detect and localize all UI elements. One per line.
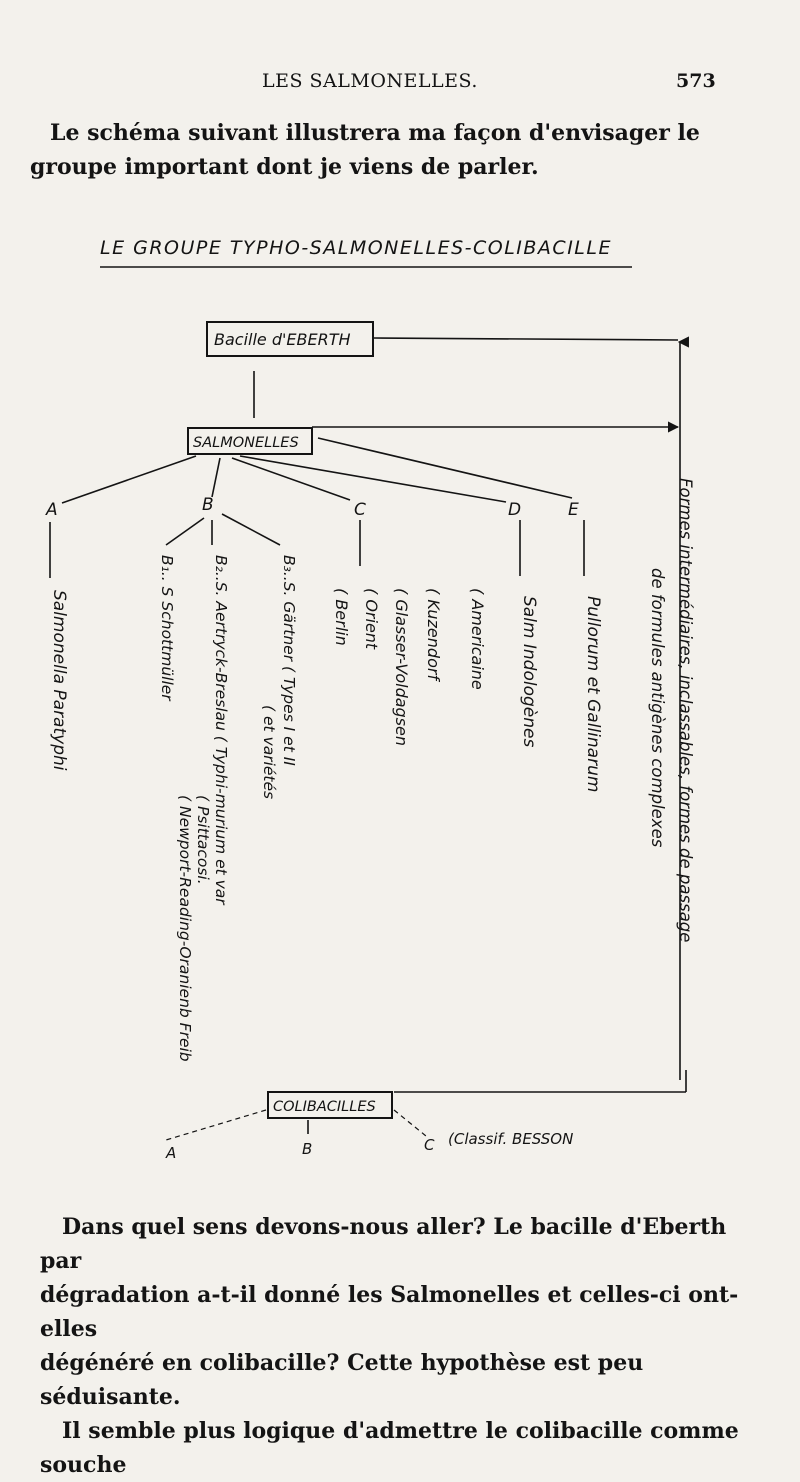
branch-A-letter: A (46, 500, 58, 520)
eberth-label: Bacille d'EBERTH (214, 330, 351, 349)
coli-besson-note: (Classif. BESSON (448, 1130, 574, 1148)
label-c-glasser: ( Glasser-Voldagsen (392, 588, 411, 746)
label-b3-varietes: ( et variétés (260, 705, 278, 800)
intro-paragraph: Le schéma suivant illustrera ma façon d'envisager le groupe important dont je viens de parler. (30, 120, 700, 180)
B3-line (222, 514, 280, 545)
branch-line-A (62, 456, 196, 503)
label-d-indologenes: Salm Indologènes (519, 596, 539, 748)
page-number: 573 (676, 70, 716, 92)
body-line: dégradation a-t-il donné les Salmonelles et celles-ci ont-elles (40, 1282, 739, 1342)
label-b1-schottmuller: B₁.. S Schottmüller (158, 555, 176, 701)
label-c-kuzendorf: ( Kuzendorf (424, 588, 443, 681)
coli-A-letter: A (166, 1144, 177, 1162)
coli-A-dashed (166, 1110, 266, 1140)
branch-line-B (212, 458, 220, 497)
label-side-formes: Formes intermédiaires, inclassables, formes de passage (676, 478, 695, 943)
label-e-pullorum: Pullorum et Gallinarum (583, 596, 603, 793)
colibacilles-label: COLIBACILLES (273, 1099, 376, 1115)
label-b2-newport: ( Newport-Reading-Oranienb Freib (176, 795, 194, 1062)
coli-B-letter: B (302, 1140, 313, 1158)
branch-C-letter: C (354, 500, 366, 520)
label-b3-gartner: B₃..S. Gärtner ( Types I et II (280, 555, 298, 766)
running-title: LES SALMONELLES. (262, 70, 478, 92)
branch-line-D (240, 456, 506, 502)
label-b2-psittacosi: ( Psittacosi. (194, 795, 212, 885)
branch-B-letter: B (202, 495, 214, 515)
branch-line-E (318, 438, 572, 498)
body-line: Il semble plus logique d'admettre le colibacille comme souche (40, 1418, 739, 1478)
branch-E-letter: E (568, 500, 579, 520)
label-c-orient: ( Orient (362, 588, 381, 650)
label-c-berlin: ( Berlin (332, 588, 351, 646)
body-line: Dans quel sens devons-nous aller? Le bacille d'Eberth par (40, 1214, 727, 1274)
diagram-title: LE GROUPE TYPHO-SALMONELLES-COLIBACILLE (100, 237, 612, 259)
label-side-formules: de formules antigènes complexes (648, 568, 667, 848)
body-paragraph (40, 1210, 740, 1482)
coli-C-letter: C (424, 1136, 435, 1154)
coli-C-dashed (394, 1110, 426, 1136)
B1-line (166, 518, 204, 545)
body-line: dégénéré en colibacille? Cette hypothèse est peu séduisante. (40, 1350, 644, 1410)
label-b2-aertryck: B₂..S. Aertryck-Breslau ( Typhi-murium et var (212, 555, 230, 905)
label-c-americaine: ( Americaine (468, 588, 487, 690)
eberth-right-line (374, 338, 678, 340)
salmonelles-label: SALMONELLES (193, 435, 299, 451)
branch-D-letter: D (508, 500, 522, 520)
label-salmonella-paratyphi: Salmonella Paratyphi (49, 590, 69, 771)
